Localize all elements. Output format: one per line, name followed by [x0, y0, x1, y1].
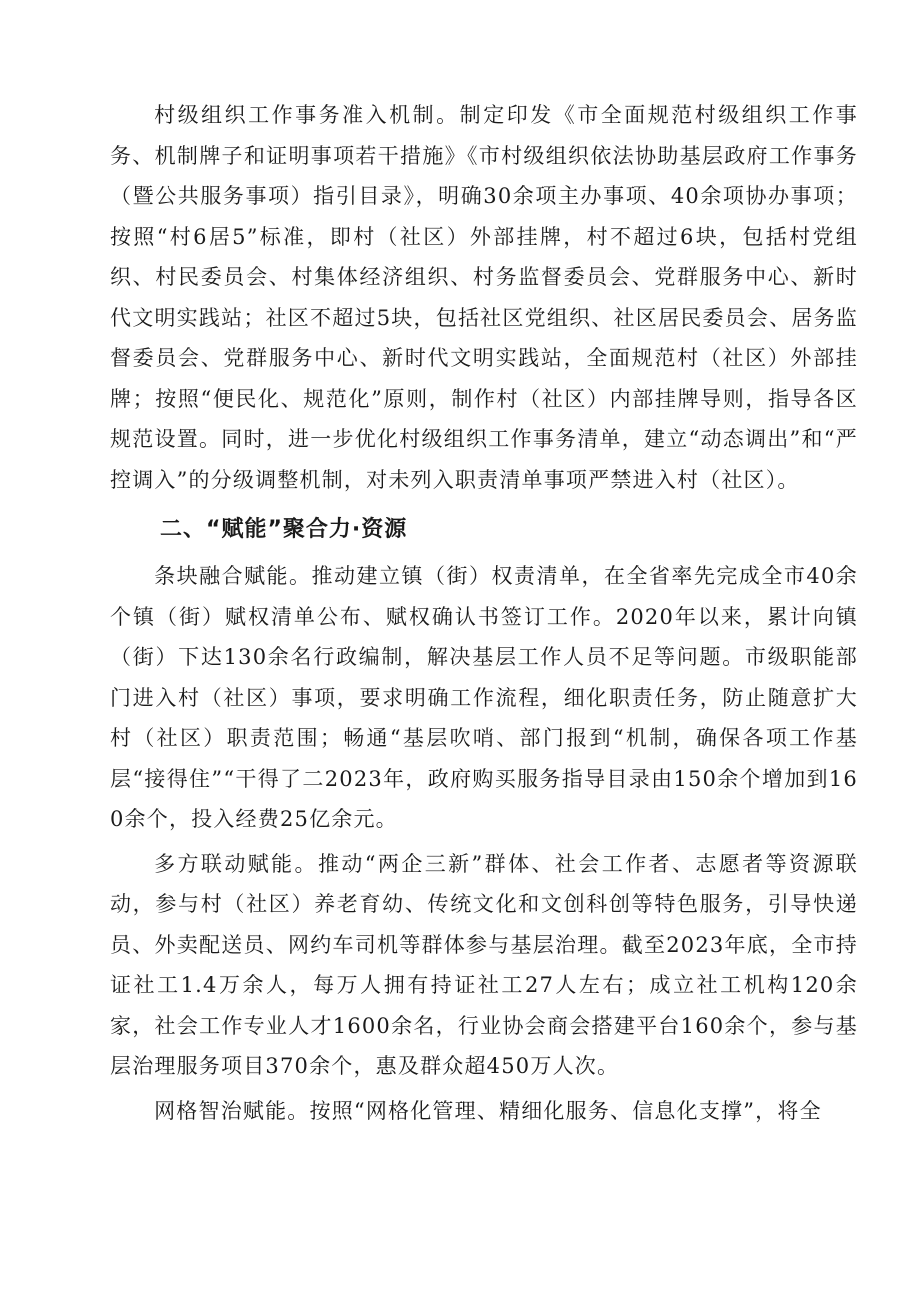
paragraph-multi-party-empowerment: 多方联动赋能。推动“两企三新”群体、社会工作者、志愿者等资源联动，参与村（社区）养老育幼、传统文化和文创科创等特色服务，引导快递员、外卖配送员、网约车司机等群体参与基层治理。截至2023年底，全市持证社工1.4万余人，每万人拥有持证社工27人左右；成立社工机构120余家，社会工作专业人才1600余名，行业协会商会搭建平台160余个，参与基层治理服务项目370余个，惠及群众超450万人次。	[110, 851, 858, 1078]
paragraph-grid-governance: 网格智治赋能。按照“网格化管理、精细化服务、信息化支撑”，将全	[154, 1098, 822, 1123]
paragraph-work-affairs-mechanism: 村级组织工作事务准入机制。制定印发《市全面规范村级组织工作事务、机制牌子和证明事项若干措施》《市村级组织依法协助基层政府工作事务（暨公共服务事项）指引目录》，明确30余项主办事项、40余项协办事项；按照“村6居5”标准，即村（社区）外部挂牌，村不超过6块，包括村党组织、村民委员会、村集体经济组织、村务监督委员会、党群服务中心、新时代文明实践站；社区不超过5块，包括社区党组织、社区居民委员会、居务监督委员会、党群服务中心、新时代文明实践站，全面规范村（社区）外部挂牌；按照“便民化、规范化”原则，制作村（社区）内部挂牌导则，指导各区规范设置。同时，进一步优化村级组织工作事务清单，建立“动态调出”和“严控调入”的分级调整机制，对未列入职责清单事项严禁进入村（社区）。	[110, 103, 858, 492]
section-heading: 二、“赋能”聚合力·资源	[160, 517, 408, 542]
paragraph-integration-empowerment: 条块融合赋能。推动建立镇（街）权责清单，在全省率先完成全市40余个镇（街）赋权清单公布、赋权确认书签订工作。2020年以来，累计向镇（街）下达130余名行政编制，解决基层工作人员不足等问题。市级职能部门进入村（社区）事项，要求明确工作流程，细化职责任务，防止随意扩大村（社区）职责范围；畅通“基层吹哨、部门报到“机制，确保各项工作基层“接得住”“干得了二2023年，政府购买服务指导目录由150余个增加到160余个，投入经费25亿余元。	[110, 564, 858, 831]
